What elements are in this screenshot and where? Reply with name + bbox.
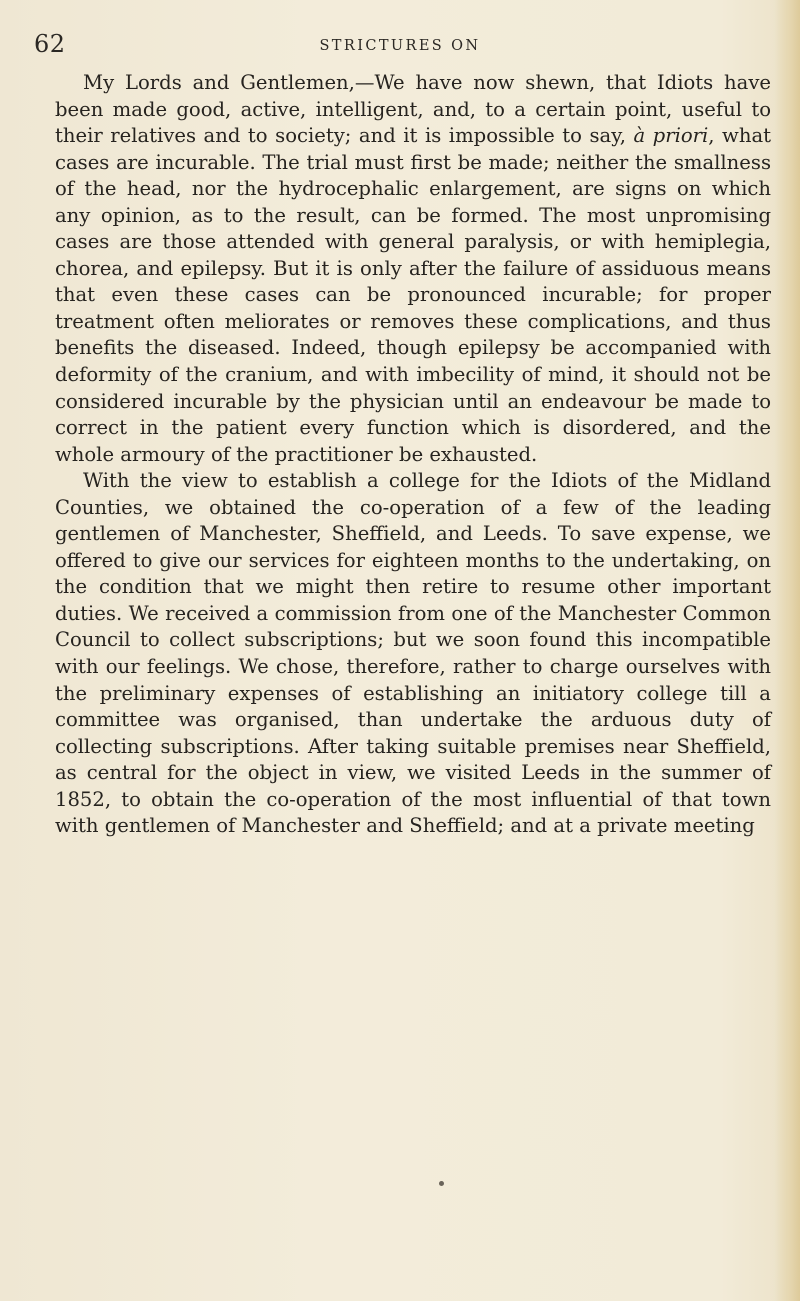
- body-text: [55, 70, 771, 840]
- page-number: 62: [34, 30, 66, 58]
- paragraph-1-text-end: , what cases are incurable. The trial must first be made; neither the smallness of the head, nor the hydrocephalic enlargement, are signs on which any opinion, as to the result, can be formed. The most unpromising cases are those attended with general paralysis, or with hemiplegia, chorea, and epilepsy. But it is only after the failure of assiduous means that even these cases can be pronounced incurable; for proper treatment often meliorates or removes these complications, and thus benefits the diseased. Indeed, though epilepsy be accompanied with deformity of the cranium, and with imbecility of mind, it should not be considered incurable by the physician until an endeavour be made to correct in the patient every function which is disordered, and the whole armoury of the practitioner be exhausted.: [55, 124, 772, 466]
- paragraph-1: [55, 70, 771, 468]
- paragraph-2: With the view to establish a college for the Idiots of the Midland Counties, we obtained the co-operation of a few of the leading gentlemen of Manchester, Sheffield, and Leeds. To save expense, we offered to give our services for eighteen months to the undertaking, on the condition that we might then retire to resume other important duties. We received a commission from one of the Manchester Common Council to collect subscriptions; but we soon found this incompatible with our feelings. We chose, therefore, rather to charge ourselves with the preliminary expenses of establishing an initiatory college till a committee was organised, than undertake the arduous duty of collecting subscriptions. After taking suitable premises near Sheffield, as central for the object in view, we visited Leeds in the summer of 1852, to obtain the co-operation of the most influential of that town with gentlemen of Manchester and Sheffield; and at a private meeting: [55, 469, 771, 838]
- paragraph-1-text-start: My Lords and Gentlemen,—We have now shewn, that Idiots have been made good, active, intelligent, and, to a certain point, useful to their relatives and to society; and it is impossible to say,: [55, 71, 771, 148]
- running-head: STRICTURES ON: [319, 38, 481, 54]
- paragraph-1-italic: à priori: [633, 124, 709, 148]
- page-edge-shadow: [774, 0, 800, 1301]
- ink-dot: [439, 1181, 444, 1186]
